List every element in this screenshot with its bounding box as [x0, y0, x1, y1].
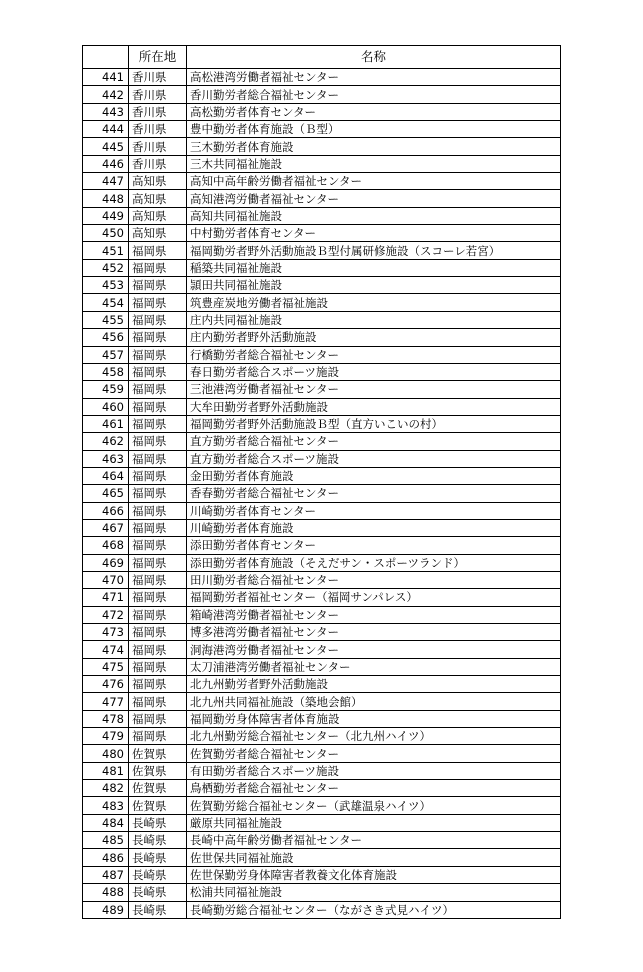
row-facility-name: 福岡勤労者福祉センター（福岡サンパレス） [187, 589, 561, 606]
table-row [83, 450, 561, 467]
row-number: 465 [83, 485, 129, 502]
row-number: 487 [83, 866, 129, 883]
row-facility-name: 香川勤労者総合福祉センター [187, 86, 561, 103]
row-facility-name: 北九州勤労者野外活動施設 [187, 676, 561, 693]
row-number: 457 [83, 346, 129, 363]
row-number: 468 [83, 537, 129, 554]
row-prefecture: 福岡県 [129, 311, 187, 328]
row-number: 466 [83, 502, 129, 519]
row-number: 484 [83, 814, 129, 831]
row-facility-name: 有田勤労者総合スポーツ施設 [187, 762, 561, 779]
row-facility-name: 高松港湾労働者福祉センター [187, 69, 561, 86]
row-prefecture: 佐賀県 [129, 745, 187, 762]
row-facility-name: 高知共同福祉施設 [187, 207, 561, 224]
table-row [83, 259, 561, 276]
header-row [83, 46, 561, 69]
row-prefecture: 福岡県 [129, 728, 187, 745]
row-facility-name: 松浦共同福祉施設 [187, 884, 561, 901]
row-number: 480 [83, 745, 129, 762]
row-prefecture: 福岡県 [129, 641, 187, 658]
row-prefecture: 福岡県 [129, 346, 187, 363]
row-number: 472 [83, 606, 129, 623]
row-prefecture: 福岡県 [129, 433, 187, 450]
row-number: 488 [83, 884, 129, 901]
table-row [83, 624, 561, 641]
table-row [83, 762, 561, 779]
row-facility-name: 豊中勤労者体育施設（Ｂ型） [187, 121, 561, 138]
row-number: 446 [83, 155, 129, 172]
row-number: 449 [83, 207, 129, 224]
row-facility-name: 太刀浦港湾労働者福祉センター [187, 658, 561, 675]
table-row [83, 381, 561, 398]
row-facility-name: 長崎中高年齢労働者福祉センター [187, 832, 561, 849]
table-row [83, 571, 561, 588]
row-prefecture: 福岡県 [129, 294, 187, 311]
header-number [83, 46, 129, 69]
table-row [83, 866, 561, 883]
row-prefecture: 福岡県 [129, 571, 187, 588]
row-number: 473 [83, 624, 129, 641]
row-prefecture: 香川県 [129, 155, 187, 172]
row-number: 486 [83, 849, 129, 866]
row-facility-name: 行橋勤労者総合福祉センター [187, 346, 561, 363]
row-prefecture: 長崎県 [129, 901, 187, 918]
row-number: 469 [83, 554, 129, 571]
row-number: 453 [83, 277, 129, 294]
row-prefecture: 福岡県 [129, 485, 187, 502]
row-facility-name: 直方勤労者総合福祉センター [187, 433, 561, 450]
row-facility-name: 福岡勤労者野外活動施設Ｂ型（直方いこいの村） [187, 415, 561, 432]
row-facility-name: 庄内勤労者野外活動施設 [187, 329, 561, 346]
row-number: 460 [83, 398, 129, 415]
row-facility-name: 長崎勤労総合福祉センター（ながさき式見ハイツ） [187, 901, 561, 918]
row-prefecture: 高知県 [129, 173, 187, 190]
table-row [83, 415, 561, 432]
row-facility-name: 福岡勤労者野外活動施設Ｂ型付属研修施設（スコーレ若宮） [187, 242, 561, 259]
row-number: 478 [83, 710, 129, 727]
row-facility-name: 稲築共同福祉施設 [187, 259, 561, 276]
row-prefecture: 福岡県 [129, 259, 187, 276]
table-row [83, 467, 561, 484]
row-number: 479 [83, 728, 129, 745]
row-prefecture: 高知県 [129, 207, 187, 224]
row-number: 442 [83, 86, 129, 103]
row-facility-name: 三池港湾労働者福祉センター [187, 381, 561, 398]
row-prefecture: 長崎県 [129, 849, 187, 866]
row-number: 451 [83, 242, 129, 259]
row-prefecture: 香川県 [129, 138, 187, 155]
table-row [83, 884, 561, 901]
row-prefecture: 高知県 [129, 190, 187, 207]
row-number: 489 [83, 901, 129, 918]
row-prefecture: 福岡県 [129, 519, 187, 536]
row-facility-name: 春日勤労者総合スポーツ施設 [187, 363, 561, 380]
row-facility-name: 直方勤労者総合スポーツ施設 [187, 450, 561, 467]
table-row [83, 398, 561, 415]
table-row [83, 780, 561, 797]
row-facility-name: 高知中高年齢労働者福祉センター [187, 173, 561, 190]
table-row [83, 797, 561, 814]
row-number: 477 [83, 693, 129, 710]
row-number: 485 [83, 832, 129, 849]
row-prefecture: 福岡県 [129, 693, 187, 710]
row-prefecture: 福岡県 [129, 277, 187, 294]
table-row [83, 728, 561, 745]
row-facility-name: 川崎勤労者体育施設 [187, 519, 561, 536]
table-row [83, 363, 561, 380]
table-row [83, 606, 561, 623]
table-row [83, 69, 561, 86]
row-prefecture: 福岡県 [129, 381, 187, 398]
row-prefecture: 長崎県 [129, 884, 187, 901]
row-prefecture: 福岡県 [129, 363, 187, 380]
row-facility-name: 川崎勤労者体育センター [187, 502, 561, 519]
table-row [83, 832, 561, 849]
row-prefecture: 福岡県 [129, 467, 187, 484]
row-number: 450 [83, 225, 129, 242]
row-prefecture: 香川県 [129, 69, 187, 86]
row-prefecture: 福岡県 [129, 554, 187, 571]
row-facility-name: 佐世保共同福祉施設 [187, 849, 561, 866]
row-prefecture: 福岡県 [129, 329, 187, 346]
table-row [83, 207, 561, 224]
row-facility-name: 三木共同福祉施設 [187, 155, 561, 172]
row-facility-name: 鳥栖勤労者総合福祉センター [187, 780, 561, 797]
row-number: 445 [83, 138, 129, 155]
row-facility-name: 北九州勤労総合福祉センター（北九州ハイツ） [187, 728, 561, 745]
row-prefecture: 福岡県 [129, 606, 187, 623]
row-facility-name: 添田勤労者体育センター [187, 537, 561, 554]
row-facility-name: 洞海港湾労働者福祉センター [187, 641, 561, 658]
row-number: 458 [83, 363, 129, 380]
row-number: 462 [83, 433, 129, 450]
table-row [83, 745, 561, 762]
header-name: 名称 [187, 46, 561, 69]
table-row [83, 502, 561, 519]
row-number: 447 [83, 173, 129, 190]
table-row [83, 155, 561, 172]
row-facility-name: 大牟田勤労者野外活動施設 [187, 398, 561, 415]
row-facility-name: 筑豊産炭地労働者福祉施設 [187, 294, 561, 311]
row-prefecture: 香川県 [129, 121, 187, 138]
row-prefecture: 長崎県 [129, 814, 187, 831]
row-prefecture: 福岡県 [129, 710, 187, 727]
row-number: 454 [83, 294, 129, 311]
table-row [83, 658, 561, 675]
row-prefecture: 福岡県 [129, 624, 187, 641]
row-number: 470 [83, 571, 129, 588]
row-number: 481 [83, 762, 129, 779]
row-number: 476 [83, 676, 129, 693]
row-number: 456 [83, 329, 129, 346]
table-row [83, 242, 561, 259]
table-row [83, 693, 561, 710]
row-facility-name: 佐賀勤労総合福祉センター（武雄温泉ハイツ） [187, 797, 561, 814]
row-prefecture: 福岡県 [129, 676, 187, 693]
table-row [83, 138, 561, 155]
row-prefecture: 福岡県 [129, 502, 187, 519]
row-facility-name: 高知港湾労働者福祉センター [187, 190, 561, 207]
table-row [83, 190, 561, 207]
row-facility-name: 佐世保勤労身体障害者教養文化体育施設 [187, 866, 561, 883]
table-row [83, 485, 561, 502]
table-row [83, 294, 561, 311]
table-row [83, 103, 561, 120]
table-row [83, 225, 561, 242]
row-facility-name: 三木勤労者体育施設 [187, 138, 561, 155]
row-prefecture: 福岡県 [129, 242, 187, 259]
table-row [83, 589, 561, 606]
row-facility-name: 金田勤労者体育施設 [187, 467, 561, 484]
table-row [83, 676, 561, 693]
row-number: 483 [83, 797, 129, 814]
row-number: 452 [83, 259, 129, 276]
row-number: 467 [83, 519, 129, 536]
row-facility-name: 田川勤労者総合福祉センター [187, 571, 561, 588]
row-prefecture: 佐賀県 [129, 780, 187, 797]
row-prefecture: 福岡県 [129, 450, 187, 467]
table-row [83, 537, 561, 554]
row-prefecture: 長崎県 [129, 832, 187, 849]
header-prefecture: 所在地 [129, 46, 187, 69]
row-facility-name: 庄内共同福祉施設 [187, 311, 561, 328]
row-prefecture: 長崎県 [129, 866, 187, 883]
row-number: 482 [83, 780, 129, 797]
table-row [83, 433, 561, 450]
table-header [83, 46, 561, 69]
table-row [83, 86, 561, 103]
table-row [83, 901, 561, 918]
table-row [83, 554, 561, 571]
row-number: 448 [83, 190, 129, 207]
row-number: 474 [83, 641, 129, 658]
table-row [83, 710, 561, 727]
row-facility-name: 中村勤労者体育センター [187, 225, 561, 242]
row-number: 471 [83, 589, 129, 606]
row-number: 443 [83, 103, 129, 120]
row-prefecture: 高知県 [129, 225, 187, 242]
row-facility-name: 添田勤労者体育施設（そえだサン・スポーツランド） [187, 554, 561, 571]
table-row [83, 519, 561, 536]
table-body [83, 69, 561, 919]
row-facility-name: 佐賀勤労者総合福祉センター [187, 745, 561, 762]
row-prefecture: 佐賀県 [129, 797, 187, 814]
row-number: 475 [83, 658, 129, 675]
row-number: 461 [83, 415, 129, 432]
row-number: 441 [83, 69, 129, 86]
row-number: 464 [83, 467, 129, 484]
table-row [83, 277, 561, 294]
row-facility-name: 箱崎港湾労働者福祉センター [187, 606, 561, 623]
row-number: 444 [83, 121, 129, 138]
row-prefecture: 福岡県 [129, 398, 187, 415]
row-facility-name: 福岡勤労身体障害者体育施設 [187, 710, 561, 727]
row-prefecture: 香川県 [129, 86, 187, 103]
table-row [83, 641, 561, 658]
row-facility-name: 高松勤労者体育センター [187, 103, 561, 120]
row-prefecture: 福岡県 [129, 658, 187, 675]
row-number: 463 [83, 450, 129, 467]
table-row [83, 311, 561, 328]
row-facility-name: 頴田共同福祉施設 [187, 277, 561, 294]
row-prefecture: 福岡県 [129, 589, 187, 606]
table-row [83, 329, 561, 346]
row-prefecture: 香川県 [129, 103, 187, 120]
table-row [83, 121, 561, 138]
facility-table [82, 45, 561, 919]
row-facility-name: 北九州共同福祉施設（築地会館） [187, 693, 561, 710]
row-facility-name: 博多港湾労働者福祉センター [187, 624, 561, 641]
row-number: 455 [83, 311, 129, 328]
row-number: 459 [83, 381, 129, 398]
row-prefecture: 福岡県 [129, 415, 187, 432]
row-prefecture: 福岡県 [129, 537, 187, 554]
table-row [83, 173, 561, 190]
table-row [83, 346, 561, 363]
row-prefecture: 佐賀県 [129, 762, 187, 779]
table-row [83, 814, 561, 831]
row-facility-name: 厳原共同福祉施設 [187, 814, 561, 831]
table-row [83, 849, 561, 866]
row-facility-name: 香春勤労者総合福祉センター [187, 485, 561, 502]
